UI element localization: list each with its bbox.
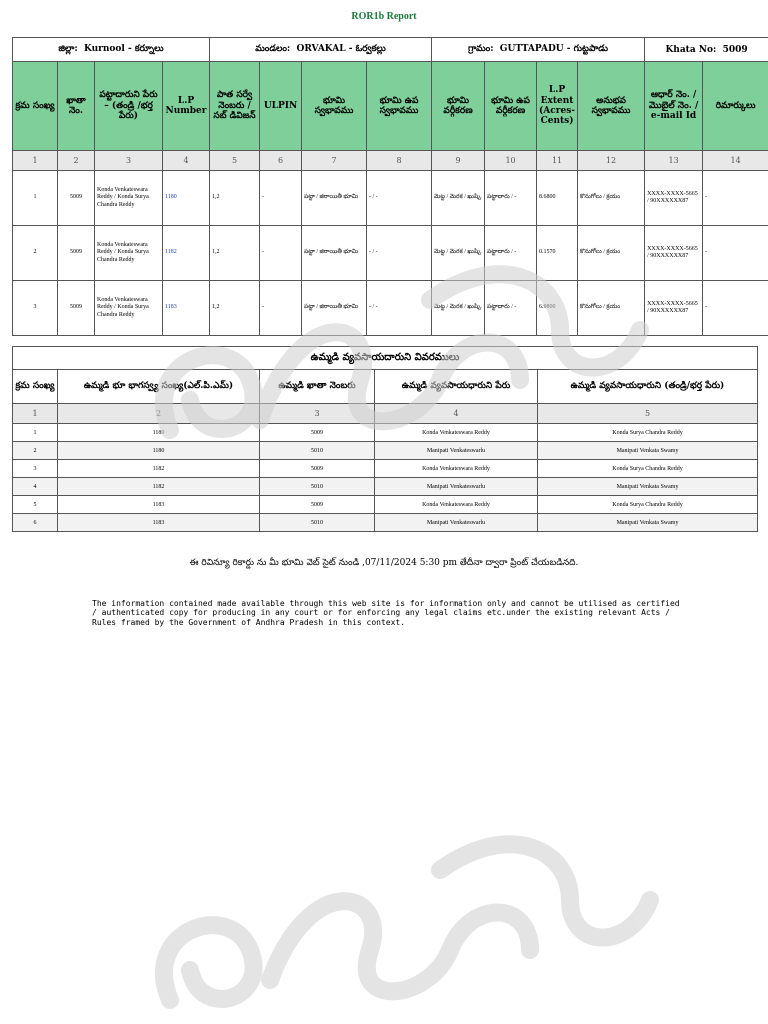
- joint-table-row: [13, 496, 758, 514]
- column-number-11: 11: [537, 151, 578, 171]
- cell-subclass: పట్టాదారు / -: [485, 171, 537, 226]
- column-number-8: 8: [367, 151, 432, 171]
- cell-sno: 1: [13, 171, 58, 226]
- column-header-13: ఆధార్ నెం. / మొబైల్ నెం. / e-mail Id: [645, 62, 703, 151]
- column-header-10: భూమి ఉప వర్గీకరణ: [485, 62, 537, 151]
- cell-name: Konda Venkateswara Reddy / Konda Surya Chandra Reddy: [95, 171, 163, 226]
- joint-cell-lpm: 1180: [58, 424, 260, 442]
- column-number-13: 13: [645, 151, 703, 171]
- joint-table-row: [13, 478, 758, 496]
- cell-nature: పట్టా / జిరాయితీ భూమి: [302, 226, 367, 281]
- column-header-7: భూమి స్వభావము: [302, 62, 367, 151]
- cell-ulpin: -: [260, 226, 302, 281]
- column-number-7: 7: [302, 151, 367, 171]
- joint-cell-lpm: 1182: [58, 460, 260, 478]
- cell-enjoyment: కొనుగోలు / క్రయం: [578, 226, 645, 281]
- joint-column-header-2: ఉమ్మడి భూ భాగస్వ్య సంఖ్య(ఎల్.పి.ఎమ్): [58, 370, 260, 404]
- cell-aadhar: XXXX-XXXX-5665 / 90XXXXXX87: [645, 171, 703, 226]
- column-header-9: భూమి వర్గీకరణ: [432, 62, 485, 151]
- village-label: గ్రామం:: [468, 43, 494, 54]
- joint-column-number-3: 3: [260, 404, 375, 424]
- column-number-10: 10: [485, 151, 537, 171]
- joint-cell-lpm: 1182: [58, 478, 260, 496]
- joint-cell-sno: 3: [13, 460, 58, 478]
- cell-ulpin: -: [260, 281, 302, 336]
- joint-cell-name: Manipati Venkateswarlu: [375, 514, 538, 532]
- joint-cell-sno: 1: [13, 424, 58, 442]
- joint-column-header-row: [13, 370, 758, 404]
- joint-cell-name: Konda Venkateswara Reddy: [375, 496, 538, 514]
- column-number-12: 12: [578, 151, 645, 171]
- column-header-4: L.P Number: [163, 62, 210, 151]
- mandal-value: ORVAKAL - ఓర్వకల్లు: [296, 43, 386, 54]
- cell-nature: పట్టా / జిరాయితీ భూమి: [302, 171, 367, 226]
- joint-cell-name: Manipati Venkateswarlu: [375, 442, 538, 460]
- mandal-label: మండలం:: [255, 43, 291, 54]
- joint-table-row: [13, 424, 758, 442]
- joint-cell-relation: Manipati Venkata Swamy: [538, 442, 758, 460]
- district-label: జిల్లా:: [58, 43, 78, 54]
- cell-name: Konda Venkateswara Reddy / Konda Surya Chandra Reddy: [95, 281, 163, 336]
- joint-cell-khata: 5010: [260, 478, 375, 496]
- joint-column-number-2: 2: [58, 404, 260, 424]
- joint-table-row: [13, 442, 758, 460]
- column-header-row: [13, 62, 768, 151]
- district-value: Kurnool - కర్నూలు: [83, 43, 164, 54]
- joint-table-row: [13, 460, 758, 478]
- cell-extent: 6.9800: [537, 281, 578, 336]
- cell-lp[interactable]: 1182: [163, 226, 210, 281]
- district-cell: [13, 38, 210, 62]
- joint-caption: ఉమ్మడి వ్యవసాయదారుని వివరములు: [13, 347, 758, 370]
- joint-column-number-row: [13, 404, 758, 424]
- khata-label: Khata No:: [665, 44, 717, 55]
- joint-cell-relation: Manipati Venkata Swamy: [538, 514, 758, 532]
- cell-aadhar: XXXX-XXXX-5665 / 90XXXXXX87: [645, 281, 703, 336]
- column-number-14: 14: [703, 151, 768, 171]
- cell-lp[interactable]: 1180: [163, 171, 210, 226]
- joint-column-number-4: 4: [375, 404, 538, 424]
- disclaimer: The information contained made available through this web site is for information only and cannot be utilised as certified / authenticated copy for producing in any court or for enforcing any legal claims etc.under the existing relevant Acts / Rules framed by the Government of Andhra Pradesh in this context.: [92, 599, 680, 627]
- column-header-11: L.P Extent (Acres-Cents): [537, 62, 578, 151]
- cell-remarks: -: [703, 171, 768, 226]
- cell-khata: 5009: [58, 281, 95, 336]
- cell-remarks: -: [703, 226, 768, 281]
- column-number-9: 9: [432, 151, 485, 171]
- cell-subclass: పట్టాదారు / -: [485, 226, 537, 281]
- joint-cell-relation: Konda Surya Chandra Reddy: [538, 424, 758, 442]
- column-header-12: అనుభవ స్వభావము: [578, 62, 645, 151]
- column-header-5: పాత సర్వే నెంబరు / సబ్ డివిజన్: [210, 62, 260, 151]
- cell-classification: మెట్ట / మెరక / ఖుష్కి: [432, 171, 485, 226]
- cell-subnature: - / -: [367, 281, 432, 336]
- cell-sno: 2: [13, 226, 58, 281]
- joint-cell-sno: 2: [13, 442, 58, 460]
- village-cell: [432, 38, 645, 62]
- joint-column-header-1: క్రమ సంఖ్య: [13, 370, 58, 404]
- column-number-4: 4: [163, 151, 210, 171]
- column-number-5: 5: [210, 151, 260, 171]
- report-title: ROR1b Report: [351, 11, 417, 22]
- joint-cell-relation: Konda Surya Chandra Reddy: [538, 496, 758, 514]
- joint-table-row: [13, 514, 758, 532]
- cell-classification: మెట్ట / మెరక / ఖుష్కి: [432, 281, 485, 336]
- column-number-1: 1: [13, 151, 58, 171]
- ror-main-table: [12, 37, 768, 336]
- joint-cell-relation: Manipati Venkata Swamy: [538, 478, 758, 496]
- cell-ulpin: -: [260, 171, 302, 226]
- cell-aadhar: XXXX-XXXX-5665 / 90XXXXXX87: [645, 226, 703, 281]
- cell-khata: 5009: [58, 226, 95, 281]
- cell-subnature: - / -: [367, 226, 432, 281]
- joint-column-header-5: ఉమ్మడి వ్యవసాయధారుని (తండ్రి/భర్త పేరు): [538, 370, 758, 404]
- cell-enjoyment: కొనుగోలు / క్రయం: [578, 281, 645, 336]
- joint-cell-khata: 5009: [260, 460, 375, 478]
- cell-name: Konda Venkateswara Reddy / Konda Surya Chandra Reddy: [95, 226, 163, 281]
- column-header-2: ఖాతా నెం.: [58, 62, 95, 151]
- column-header-3: పట్టాదారుని పేరు – (తండ్రి /భర్త పేరు): [95, 62, 163, 151]
- khata-cell: [645, 38, 768, 62]
- column-number-6: 6: [260, 151, 302, 171]
- column-header-6: ULPIN: [260, 62, 302, 151]
- cell-lp[interactable]: 1183: [163, 281, 210, 336]
- column-header-8: భూమి ఉప స్వభావము: [367, 62, 432, 151]
- column-number-2: 2: [58, 151, 95, 171]
- joint-cell-lpm: 1183: [58, 514, 260, 532]
- joint-cell-lpm: 1180: [58, 442, 260, 460]
- joint-cell-name: Konda Venkateswara Reddy: [375, 460, 538, 478]
- cell-extent: 0.1570: [537, 226, 578, 281]
- cell-nature: పట్టా / జిరాయితీ భూమి: [302, 281, 367, 336]
- print-note: ఈ రివిన్యూ రికార్డు ను మీ భూమి వెబ్ సైట్ నుండి ,07/11/2024 5:30 pm తేదీనా ద్వారా ప్రింట్ చేయబడినది.: [189, 558, 579, 568]
- joint-column-header-4: ఉమ్మడి వ్యవసాయధారుని పేరు: [375, 370, 538, 404]
- table-row: [13, 171, 768, 226]
- joint-cell-khata: 5010: [260, 514, 375, 532]
- joint-cell-lpm: 1183: [58, 496, 260, 514]
- cell-sno: 3: [13, 281, 58, 336]
- column-number-row: [13, 151, 768, 171]
- column-header-14: రిమార్కులు: [703, 62, 768, 151]
- joint-cell-sno: 5: [13, 496, 58, 514]
- cell-subclass: పట్టాదారు / -: [485, 281, 537, 336]
- mandal-cell: [210, 38, 432, 62]
- joint-cell-khata: 5009: [260, 496, 375, 514]
- table-row: [13, 226, 768, 281]
- joint-column-header-3: ఉమ్మడి ఖాతా నెంబరు: [260, 370, 375, 404]
- joint-farmer-table: [12, 346, 758, 532]
- joint-cell-name: Konda Venkateswara Reddy: [375, 424, 538, 442]
- joint-column-number-1: 1: [13, 404, 58, 424]
- column-number-3: 3: [95, 151, 163, 171]
- cell-remarks: -: [703, 281, 768, 336]
- cell-extent: 8.6800: [537, 171, 578, 226]
- joint-cell-sno: 6: [13, 514, 58, 532]
- khata-value: 5009: [722, 44, 748, 55]
- cell-survey: 1,2: [210, 226, 260, 281]
- village-value: GUTTAPADU - గుట్టపాడు: [499, 43, 609, 54]
- joint-cell-name: Manipati Venkateswarlu: [375, 478, 538, 496]
- cell-subnature: - / -: [367, 171, 432, 226]
- cell-classification: మెట్ట / మెరక / ఖుష్కి: [432, 226, 485, 281]
- joint-cell-relation: Konda Surya Chandra Reddy: [538, 460, 758, 478]
- cell-survey: 1,2: [210, 281, 260, 336]
- joint-cell-khata: 5009: [260, 424, 375, 442]
- cell-khata: 5009: [58, 171, 95, 226]
- cell-enjoyment: కొనుగోలు / క్రయం: [578, 171, 645, 226]
- column-header-1: క్రమ సంఖ్య: [13, 62, 58, 151]
- cell-survey: 1,2: [210, 171, 260, 226]
- table-row: [13, 281, 768, 336]
- joint-cell-sno: 4: [13, 478, 58, 496]
- joint-column-number-5: 5: [538, 404, 758, 424]
- joint-cell-khata: 5010: [260, 442, 375, 460]
- location-header-row: [13, 38, 768, 62]
